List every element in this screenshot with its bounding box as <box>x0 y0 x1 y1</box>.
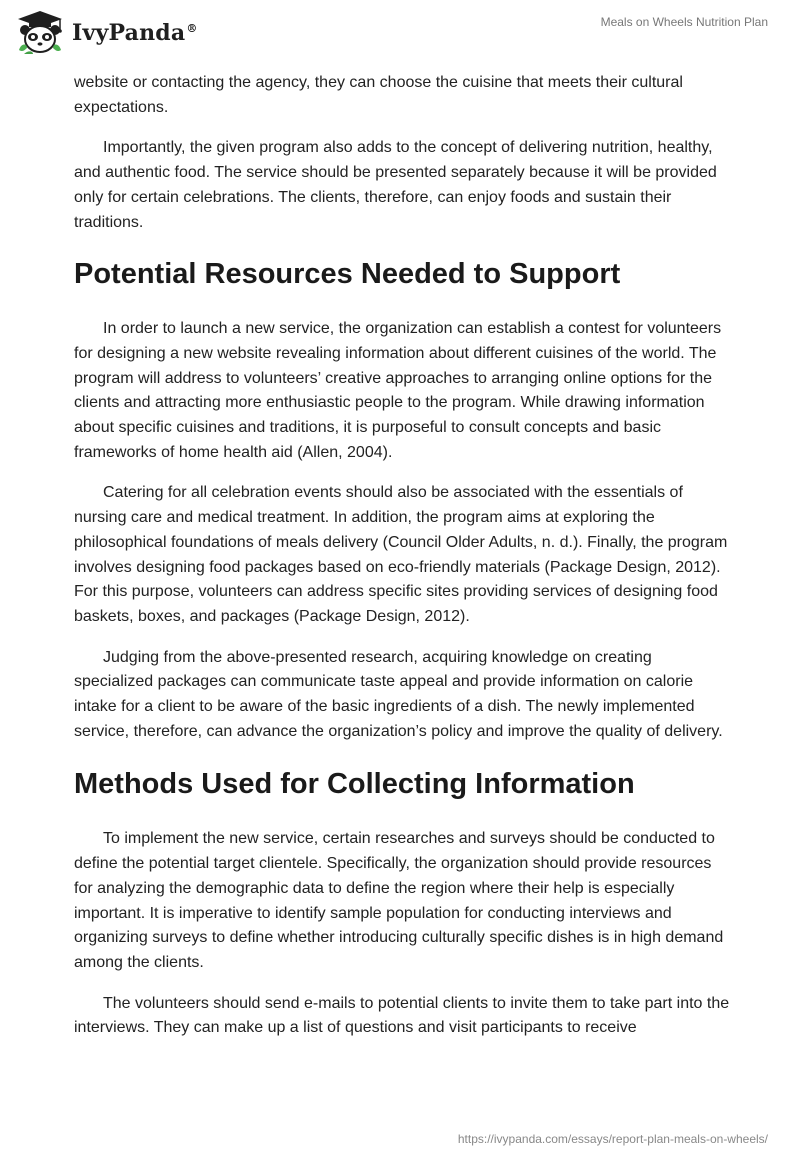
essay-body <box>74 71 734 1057</box>
source-url-link[interactable]: https://ivypanda.com/essays/report-plan-meals-on-wheels/ <box>457 1132 768 1146</box>
paragraph: The volunteers should send e-mails to potential clients to invite them to take part into the interviews. They can make up a list of questions and visit participants to receive <box>74 994 730 1037</box>
paragraph: In order to launch a new service, the organization can establish a contest for volunteers for designing a new website revealing information about different cuisines of the world. The program will address to volunteers’ creative approaches to arranging online options for the clients and attracting more enthusiastic people to the program. While drawing information about specific cuisines and traditions, it is purposeful to consult concepts and basic frameworks of home health aid (Allen, 2004). <box>74 320 722 461</box>
paragraph: To implement the new service, certain researches and surveys should be conducted to define the potential target clientele. Specifically, the organization should provide resources for analyzing the demographic data to define the region where their help is especially important. It is imperative to identify sample population for conducting interviews and organizing surveys to define whether introducing culturally specific dishes is in high demand among the clients. <box>74 830 724 971</box>
ivypanda-logo[interactable] <box>16 10 198 56</box>
registered-mark: ® <box>186 21 198 35</box>
paragraph: Judging from the above-presented research, acquiring knowledge on creating specialized packages can communicate taste appeal and provide information on calorie intake for a client to be aware of the basic ingredients of a dish. The newly implemented service, therefore, can advance the organization’s policy and improve the quality of delivery. <box>74 648 723 740</box>
paragraph: Catering for all celebration events should also be associated with the essentials of nursing care and medical treatment. In addition, the program aims at exploring the philosophical foundations of meals delivery (Council Older Adults, n. d.). Finally, the program involves designing food packages based on eco-friendly materials (Package Design, 2012). For this purpose, volunteers can address specific sites providing services of designing food baskets, boxes, and packages (Package Design, 2012). <box>74 484 728 625</box>
paragraph: website or contacting the agency, they can choose the cuisine that meets their cultural expectations. <box>74 74 683 116</box>
section-heading-resources: Potential Resources Needed to Support <box>74 258 621 291</box>
page-header <box>0 0 800 70</box>
paragraph: Importantly, the given program also adds to the concept of delivering nutrition, healthy, and authentic food. The service should be presented separately because it will be provided only for certain celebrations. The clients, therefore, can enjoy foods and sustain their traditions. <box>74 139 717 231</box>
brand-name: IvyPanda® <box>72 20 198 46</box>
section-heading-methods: Methods Used for Collecting Information <box>74 768 635 801</box>
panda-graduate-icon <box>16 10 64 56</box>
document-title: Meals on Wheels Nutrition Plan <box>600 15 768 29</box>
